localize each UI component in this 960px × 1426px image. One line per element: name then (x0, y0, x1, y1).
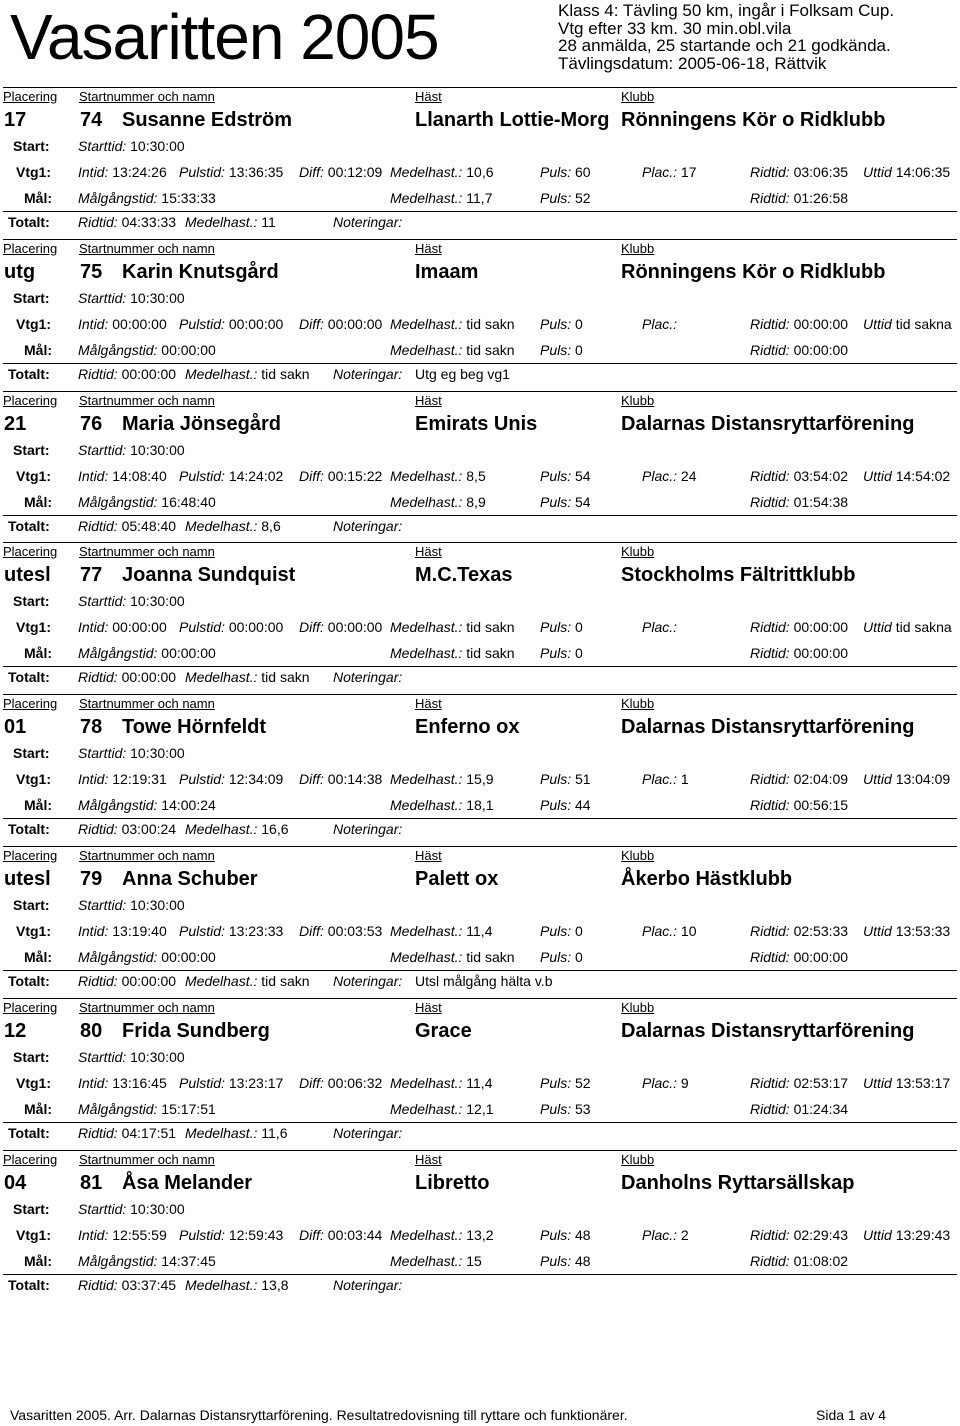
pulstid: Pulstid: 13:36:35 (179, 164, 284, 180)
mal-label: Mål: (24, 797, 52, 814)
placering-value: 17 (4, 109, 27, 131)
hast-header: Häst (415, 392, 442, 408)
totalt-label: Totalt: (8, 214, 50, 230)
vtg-puls: Puls: 52 (540, 1074, 591, 1091)
rider-name: Maria Jönsegård (122, 412, 281, 435)
horse-name: Llanarth Lottie-Morg (415, 109, 610, 131)
intid: Intid: 12:19:31 (78, 771, 167, 788)
start-number: 81 (80, 1171, 103, 1194)
divider (3, 666, 957, 667)
tot-ridtid: Ridtid: 04:17:51 (78, 1124, 177, 1141)
result-entry (0, 846, 960, 998)
vtg1-label: Vtg1: (16, 315, 51, 332)
vtg-uttid: Uttid 14:06:35 (863, 164, 951, 180)
placering-value: 04 (4, 1171, 27, 1194)
noteringar: Noteringar: (333, 365, 403, 382)
result-entry (0, 87, 960, 239)
class-line: 28 anmälda, 25 startande och 21 godkända. (558, 36, 891, 55)
start-label: Start: (13, 289, 50, 306)
club-name: Dalarnas Distansryttarförening (621, 412, 915, 435)
start-label: Start: (13, 138, 50, 154)
totalt-label: Totalt: (8, 365, 50, 382)
totalt-label: Totalt: (8, 821, 50, 838)
class-line: Vtg efter 33 km. 30 min.obl.vila (558, 18, 792, 38)
mal-ridtid: Ridtid: 01:24:34 (750, 1100, 849, 1117)
diff: Diff: 00:03:53 (299, 922, 383, 939)
club-name: Dalarnas Distansryttarförening (621, 1019, 915, 1042)
club-name: Stockholms Fältrittklubb (621, 564, 856, 587)
klubb-header: Klubb (621, 999, 655, 1015)
placering-value: 21 (4, 412, 27, 435)
hast-header: Häst (415, 544, 442, 560)
result-entry (0, 239, 960, 391)
hast-header: Häst (415, 696, 442, 712)
startnummer-header: Startnummer och namn (79, 544, 215, 560)
tot-medelhast: Medelhast.: 11,6 (185, 1124, 288, 1141)
starttid: Starttid: 10:30:00 (78, 896, 185, 913)
vtg1-label: Vtg1: (16, 1226, 51, 1243)
result-entry (0, 694, 960, 846)
placering-value: utesl (4, 564, 51, 587)
mal-puls: Puls: 48 (540, 1252, 591, 1269)
club-name: Danholns Ryttarsällskap (621, 1171, 855, 1194)
placering-header: Placering (3, 89, 58, 104)
placering-header: Placering (3, 544, 58, 560)
horse-name: Emirats Unis (415, 412, 538, 435)
mal-ridtid: Ridtid: 01:54:38 (750, 493, 849, 510)
mal-label: Mål: (24, 1252, 52, 1269)
tot-medelhast: Medelhast.: tid sakn (185, 365, 310, 382)
placering-header: Placering (3, 392, 58, 408)
mal-puls: Puls: 0 (540, 341, 583, 358)
placering-value: utesl (4, 867, 51, 890)
placering-header: Placering (3, 999, 58, 1015)
intid: Intid: 00:00:00 (78, 619, 167, 636)
diff: Diff: 00:00:00 (299, 315, 383, 332)
rider-name: Susanne Edström (122, 109, 293, 131)
malgangstid: Målgångstid: 00:00:00 (78, 645, 216, 662)
rider-name: Anna Schuber (122, 867, 258, 890)
klubb-header: Klubb (621, 89, 655, 104)
vtg-uttid: Uttid 13:29:43 (863, 1226, 951, 1243)
vtg-ridtid: Ridtid: 02:04:09 (750, 771, 849, 788)
mal-label: Mål: (24, 645, 52, 662)
mal-medelhast: Medelhast.: 8,9 (390, 493, 486, 510)
vtg-medelhast: Medelhast.: 13,2 (390, 1226, 494, 1243)
vtg-plac: Plac.: (642, 619, 678, 636)
tot-medelhast: Medelhast.: 13,8 (185, 1276, 289, 1293)
class-info (558, 2, 894, 72)
rider-name: Karin Knutsgård (122, 260, 279, 283)
vtg-ridtid: Ridtid: 00:00:00 (750, 315, 849, 332)
club-name: Rönningens Kör o Ridklubb (621, 109, 886, 131)
results-list (0, 87, 960, 1301)
tot-ridtid: Ridtid: 00:00:00 (78, 669, 177, 686)
placering-header: Placering (3, 696, 58, 712)
tot-medelhast: Medelhast.: 11 (185, 214, 276, 230)
divider (3, 1122, 957, 1123)
pulstid: Pulstid: 14:24:02 (179, 467, 284, 484)
page-indicator: Sida 1 av 4 (816, 1407, 887, 1423)
mal-ridtid: Ridtid: 00:00:00 (750, 341, 849, 358)
diff: Diff: 00:14:38 (299, 771, 383, 788)
club-name: Åkerbo Hästklubb (621, 867, 793, 890)
tot-ridtid: Ridtid: 04:33:33 (78, 214, 177, 230)
intid: Intid: 13:24:26 (78, 164, 167, 180)
vtg-ridtid: Ridtid: 02:29:43 (750, 1226, 849, 1243)
placering-header: Placering (3, 847, 58, 863)
vtg1-label: Vtg1: (16, 922, 51, 939)
placering-value: utg (4, 260, 36, 283)
mal-label: Mål: (24, 1100, 52, 1117)
malgangstid: Målgångstid: 15:17:51 (78, 1100, 216, 1117)
mal-medelhast: Medelhast.: 15 (390, 1252, 482, 1269)
tot-ridtid: Ridtid: 00:00:00 (78, 972, 177, 989)
page-title: Vasaritten 2005 (10, 1, 439, 73)
vtg-medelhast: Medelhast.: 11,4 (390, 1074, 493, 1091)
vtg-plac: Plac.: 17 (642, 164, 697, 180)
klubb-header: Klubb (621, 696, 655, 712)
pulstid: Pulstid: 12:59:43 (179, 1226, 284, 1243)
vtg1-label: Vtg1: (16, 164, 51, 180)
divider (3, 1274, 957, 1275)
start-label: Start: (13, 896, 50, 913)
diff: Diff: 00:15:22 (299, 467, 383, 484)
tot-medelhast: Medelhast.: tid sakn (185, 669, 310, 686)
vtg-plac: Plac.: (642, 315, 678, 332)
tot-ridtid: Ridtid: 00:00:00 (78, 365, 177, 382)
divider (3, 694, 957, 695)
vtg-plac: Plac.: 24 (642, 467, 697, 484)
divider (3, 846, 957, 847)
pulstid: Pulstid: 00:00:00 (179, 315, 284, 332)
start-number: 75 (80, 260, 103, 283)
mal-puls: Puls: 53 (540, 1100, 591, 1117)
placering-value: 01 (4, 716, 27, 739)
intid: Intid: 13:16:45 (78, 1074, 167, 1091)
vtg-uttid: Uttid 13:53:17 (863, 1074, 951, 1091)
divider (3, 818, 957, 819)
divider (3, 211, 957, 212)
vtg-ridtid: Ridtid: 02:53:33 (750, 922, 849, 939)
club-name: Rönningens Kör o Ridklubb (621, 260, 886, 283)
pulstid: Pulstid: 00:00:00 (179, 619, 284, 636)
start-number: 77 (80, 564, 103, 587)
mal-label: Mål: (24, 948, 52, 965)
result-entry (0, 998, 960, 1150)
vtg-puls: Puls: 60 (540, 164, 591, 180)
start-label: Start: (13, 593, 50, 610)
horse-name: Imaam (415, 260, 479, 283)
mal-medelhast: Medelhast.: 11,7 (390, 190, 493, 206)
tot-medelhast: Medelhast.: 8,6 (185, 517, 281, 534)
divider (3, 1150, 957, 1151)
klubb-header: Klubb (621, 392, 655, 408)
start-number: 80 (80, 1019, 103, 1042)
vtg1-label: Vtg1: (16, 1074, 51, 1091)
pulstid: Pulstid: 12:34:09 (179, 771, 284, 788)
mal-label: Mål: (24, 493, 52, 510)
vtg1-label: Vtg1: (16, 619, 51, 636)
mal-ridtid: Ridtid: 00:00:00 (750, 948, 849, 965)
vtg-medelhast: Medelhast.: 11,4 (390, 922, 493, 939)
malgangstid: Målgångstid: 14:37:45 (78, 1252, 216, 1269)
vtg-uttid: Uttid 13:04:09 (863, 771, 951, 788)
vtg-medelhast: Medelhast.: 8,5 (390, 467, 486, 484)
startnummer-header: Startnummer och namn (79, 240, 215, 256)
vtg-plac: Plac.: 2 (642, 1226, 689, 1243)
horse-name: Enferno ox (415, 716, 520, 739)
horse-name: M.C.Texas (415, 564, 513, 587)
malgangstid: Målgångstid: 00:00:00 (78, 948, 216, 965)
pulstid: Pulstid: 13:23:33 (179, 922, 284, 939)
vtg-ridtid: Ridtid: 03:06:35 (750, 164, 849, 180)
mal-label: Mål: (24, 341, 52, 358)
tot-ridtid: Ridtid: 05:48:40 (78, 517, 177, 534)
malgangstid: Målgångstid: 15:33:33 (78, 190, 216, 206)
placering-header: Placering (3, 1151, 58, 1167)
hast-header: Häst (415, 1151, 442, 1167)
result-entry (0, 1150, 960, 1302)
rider-name: Åsa Melander (122, 1171, 253, 1194)
divider (3, 542, 957, 543)
totalt-label: Totalt: (8, 972, 50, 989)
noteringar: Noteringar: (333, 214, 403, 230)
diff: Diff: 00:00:00 (299, 619, 383, 636)
footer-text: Vasaritten 2005. Arr. Dalarnas Distansryttarförening. Resultatredovisning till ryttare och funktionärer. (10, 1407, 628, 1423)
divider (3, 515, 957, 516)
start-label: Start: (13, 1048, 50, 1065)
noteringar: Noteringar: (333, 517, 403, 534)
vtg-puls: Puls: 51 (540, 771, 591, 788)
starttid: Starttid: 10:30:00 (78, 289, 185, 306)
divider (3, 998, 957, 999)
start-number: 76 (80, 412, 103, 435)
hast-header: Häst (415, 240, 442, 256)
malgangstid: Målgångstid: 00:00:00 (78, 341, 216, 358)
noteringar: Noteringar: (333, 821, 403, 838)
class-line: Tävlingsdatum: 2005-06-18, Rättvik (558, 53, 827, 73)
vtg-plac: Plac.: 1 (642, 771, 689, 788)
rider-name: Towe Hörnfeldt (122, 716, 267, 739)
vtg-puls: Puls: 0 (540, 619, 583, 636)
mal-ridtid: Ridtid: 00:56:15 (750, 797, 849, 814)
intid: Intid: 13:19:40 (78, 922, 167, 939)
klubb-header: Klubb (621, 1151, 655, 1167)
startnummer-header: Startnummer och namn (79, 847, 215, 863)
pulstid: Pulstid: 13:23:17 (179, 1074, 284, 1091)
start-number: 78 (80, 716, 103, 739)
mal-puls: Puls: 0 (540, 645, 583, 662)
placering-header: Placering (3, 240, 58, 256)
class-line: Klass 4: Tävling 50 km, ingår i Folksam Cup. (558, 1, 895, 20)
tot-medelhast: Medelhast.: 16,6 (185, 821, 289, 838)
vtg1-label: Vtg1: (16, 771, 51, 788)
result-entry (0, 391, 960, 543)
startnummer-header: Startnummer och namn (79, 999, 215, 1015)
noteringar: Noteringar: (333, 669, 403, 686)
start-label: Start: (13, 1200, 50, 1217)
vtg-uttid: Uttid 13:53:33 (863, 922, 951, 939)
mal-puls: Puls: 0 (540, 948, 583, 965)
vtg-plac: Plac.: 9 (642, 1074, 689, 1091)
notering-text: Utsl målgång hälta v.b (415, 972, 553, 989)
notering-text: Utg eg beg vg1 (415, 365, 510, 382)
divider (3, 239, 957, 240)
placering-value: 12 (4, 1019, 27, 1042)
mal-medelhast: Medelhast.: tid sakn (390, 645, 515, 662)
tot-ridtid: Ridtid: 03:00:24 (78, 821, 177, 838)
start-number: 74 (80, 109, 103, 131)
vtg-uttid: Uttid tid sakna (863, 315, 952, 332)
vtg-puls: Puls: 48 (540, 1226, 591, 1243)
totalt-label: Totalt: (8, 1276, 50, 1293)
malgangstid: Målgångstid: 14:00:24 (78, 797, 216, 814)
vtg-medelhast: Medelhast.: 15,9 (390, 771, 494, 788)
start-label: Start: (13, 441, 50, 458)
totalt-label: Totalt: (8, 517, 50, 534)
result-entry (0, 542, 960, 694)
startnummer-header: Startnummer och namn (79, 392, 215, 408)
starttid: Starttid: 10:30:00 (78, 745, 185, 762)
divider (3, 970, 957, 971)
starttid: Starttid: 10:30:00 (78, 1200, 185, 1217)
malgangstid: Målgångstid: 16:48:40 (78, 493, 216, 510)
rider-name: Frida Sundberg (122, 1019, 270, 1042)
horse-name: Grace (415, 1019, 472, 1042)
mal-label: Mål: (24, 190, 52, 206)
vtg-puls: Puls: 0 (540, 315, 583, 332)
noteringar: Noteringar: (333, 1276, 403, 1293)
diff: Diff: 00:03:44 (299, 1226, 383, 1243)
mal-medelhast: Medelhast.: 12,1 (390, 1100, 494, 1117)
vtg-plac: Plac.: 10 (642, 922, 697, 939)
klubb-header: Klubb (621, 847, 655, 863)
intid: Intid: 00:00:00 (78, 315, 167, 332)
starttid: Starttid: 10:30:00 (78, 138, 185, 154)
mal-puls: Puls: 54 (540, 493, 591, 510)
intid: Intid: 14:08:40 (78, 467, 167, 484)
startnummer-header: Startnummer och namn (79, 696, 215, 712)
hast-header: Häst (415, 89, 442, 104)
diff: Diff: 00:12:09 (299, 164, 383, 180)
klubb-header: Klubb (621, 240, 655, 256)
intid: Intid: 12:55:59 (78, 1226, 167, 1243)
horse-name: Libretto (415, 1171, 490, 1194)
klubb-header: Klubb (621, 544, 655, 560)
vtg-medelhast: Medelhast.: tid sakn (390, 619, 515, 636)
divider (3, 363, 957, 364)
totalt-label: Totalt: (8, 669, 50, 686)
start-number: 79 (80, 867, 103, 890)
tot-ridtid: Ridtid: 03:37:45 (78, 1276, 177, 1293)
totalt-label: Totalt: (8, 1124, 50, 1141)
vtg-uttid: Uttid 14:54:02 (863, 467, 951, 484)
divider (3, 87, 957, 88)
mal-medelhast: Medelhast.: tid sakn (390, 948, 515, 965)
vtg-puls: Puls: 0 (540, 922, 583, 939)
vtg-medelhast: Medelhast.: tid sakn (390, 315, 515, 332)
vtg-ridtid: Ridtid: 00:00:00 (750, 619, 849, 636)
diff: Diff: 00:06:32 (299, 1074, 383, 1091)
mal-medelhast: Medelhast.: tid sakn (390, 341, 515, 358)
mal-ridtid: Ridtid: 01:08:02 (750, 1252, 849, 1269)
mal-ridtid: Ridtid: 00:00:00 (750, 645, 849, 662)
startnummer-header: Startnummer och namn (79, 1151, 215, 1167)
horse-name: Palett ox (415, 867, 499, 890)
hast-header: Häst (415, 999, 442, 1015)
vtg-medelhast: Medelhast.: 10,6 (390, 164, 494, 180)
vtg-uttid: Uttid tid sakna (863, 619, 952, 636)
vtg-puls: Puls: 54 (540, 467, 591, 484)
noteringar: Noteringar: (333, 972, 403, 989)
starttid: Starttid: 10:30:00 (78, 593, 185, 610)
club-name: Dalarnas Distansryttarförening (621, 716, 915, 739)
mal-puls: Puls: 52 (540, 190, 591, 206)
mal-ridtid: Ridtid: 01:26:58 (750, 190, 849, 206)
vtg-ridtid: Ridtid: 02:53:17 (750, 1074, 849, 1091)
start-label: Start: (13, 745, 50, 762)
mal-puls: Puls: 44 (540, 797, 591, 814)
starttid: Starttid: 10:30:00 (78, 441, 185, 458)
vtg-ridtid: Ridtid: 03:54:02 (750, 467, 849, 484)
noteringar: Noteringar: (333, 1124, 403, 1141)
divider (3, 391, 957, 392)
starttid: Starttid: 10:30:00 (78, 1048, 185, 1065)
vtg1-label: Vtg1: (16, 467, 51, 484)
rider-name: Joanna Sundquist (122, 564, 296, 587)
startnummer-header: Startnummer och namn (79, 89, 215, 104)
mal-medelhast: Medelhast.: 18,1 (390, 797, 494, 814)
hast-header: Häst (415, 847, 442, 863)
tot-medelhast: Medelhast.: tid sakn (185, 972, 310, 989)
